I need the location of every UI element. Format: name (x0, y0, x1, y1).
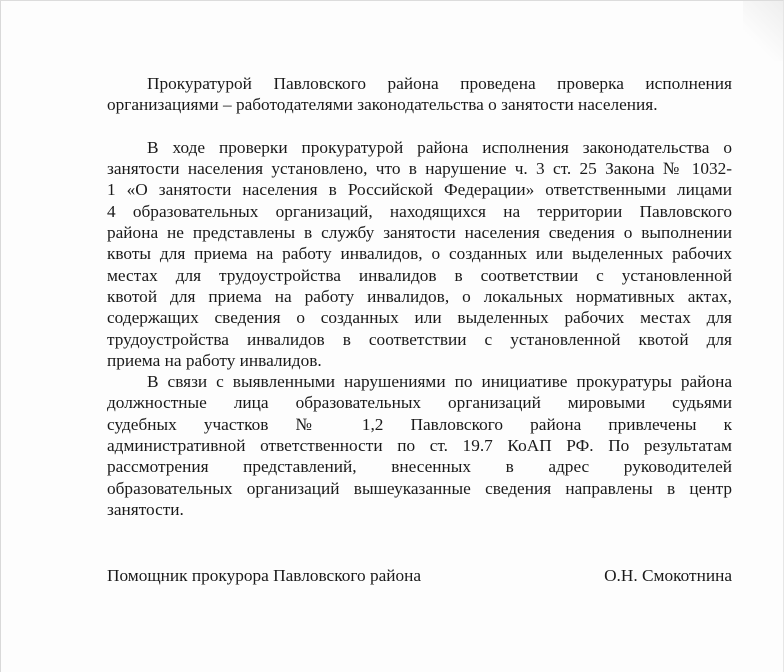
paragraph-3 (107, 371, 732, 520)
text-line: содержащих сведения о созданных или выделенных рабочих местах для (107, 308, 732, 328)
text-line: В связи с выявленными нарушениями по инициативе прокуратуры района (147, 372, 732, 392)
text-line: образовательных организаций вышеуказанные сведения направлены в центр (107, 478, 732, 498)
text-line: квотой для приема на работу инвалидов, о локальных нормативных актах, (107, 286, 732, 306)
text-line: В ходе проверки прокуратурой района исполнения законодательства о (147, 137, 732, 157)
text-line: должностные лица образовательных организаций мировыми судьями (107, 393, 732, 413)
text-line: организациями – работодателями законодательства о занятости населения. (107, 95, 658, 115)
text-line: трудоустройства инвалидов в соответствии с установленной квотой для (107, 329, 732, 349)
text-line: 4 образовательных организаций, находящихся на территории Павловского (107, 201, 732, 221)
paragraph-1 (107, 73, 732, 116)
signatory-position: Помощник прокурора Павловского района (107, 566, 422, 585)
text-line: судебных участков № 1,2 Павловского района привлечены к (107, 414, 732, 434)
text-line: рассмотрения представлений, внесенных в адрес руководителей (107, 457, 732, 477)
text-line: административной ответственности по ст. 19.7 КоАП РФ. По результатам (107, 436, 732, 456)
text-line: района не представлены в службу занятости населения сведения о выполнении (107, 223, 732, 243)
text-line: квоты для приема на работу инвалидов, о созданных или выделенных рабочих (107, 244, 732, 264)
paragraph-2 (107, 137, 732, 371)
signatory-name: О.Н. Смокотнина (604, 566, 732, 585)
text-line: занятости. (107, 499, 184, 519)
signature-block (107, 566, 732, 586)
document-body (107, 73, 732, 520)
paragraph-gap (107, 116, 732, 137)
text-line: приема на работу инвалидов. (107, 350, 322, 370)
text-line: Прокуратурой Павловского района проведена проверка исполнения (147, 74, 732, 93)
text-line: местах для трудоустройства инвалидов в соответствии с установленной (107, 265, 732, 285)
text-line: 1 «О занятости населения в Российской Федерации» ответственными лицами (107, 180, 732, 200)
text-line: занятости населения установлено, что в нарушение ч. 3 ст. 25 Закона № 1032- (107, 159, 732, 179)
scan-edge-shadow (743, 1, 783, 61)
